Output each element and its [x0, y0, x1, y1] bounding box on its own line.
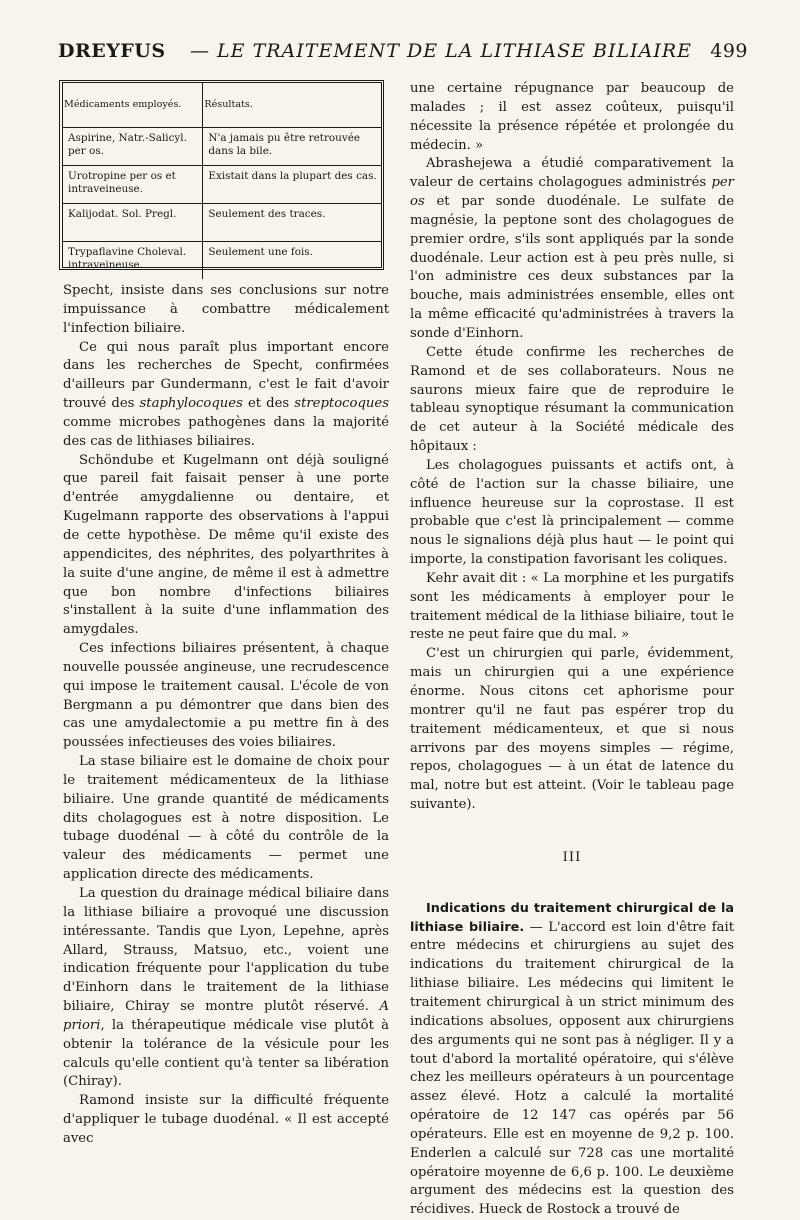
- paragraph: C'est un chirurgien qui parle, évidemment, mais un chirurgien qui a une expérience énorme. Nous citons cet aphorisme pour montrer qu'il ne faut pas espérer trop du traitement médicamenteux, et que si nous arrivons par des moyens simples — régime, repos, cholagogues — à un état de latence du mal, notre but est atteint. (Voir le tableau page suivante).: [410, 646, 734, 813]
- table-cell: Seulement une fois.: [208, 246, 313, 258]
- table-cell: Trypaflavine Choleval. intraveineuse.: [63, 242, 203, 280]
- table-row: [63, 204, 381, 242]
- section-number: III: [562, 849, 582, 865]
- table-col-header: Médicaments employés.: [63, 83, 203, 128]
- section-title: Indications du traitement chirurgical de la lithiase biliaire.: [410, 900, 734, 935]
- header-author: DREYFUS: [58, 40, 166, 62]
- table-cell: Kalijodat. Sol. Pregl.: [63, 204, 203, 242]
- paragraph: Schöndube et Kugelmann ont déjà souligné que pareil fait faisait penser à une porte d'entrée amygdalienne ou dentaire, et Kugelmann rapporte des observations à l'appui de cette hypothèse. De même qu'il existe des appendicites, des néphrites, des polyarthrites à la suite d'une angine, de même il est à admettre que bon nombre d'infections biliaires s'installent à la suite d'une inflammation des amygdales.: [63, 452, 389, 638]
- right-column: [410, 80, 734, 1220]
- paragraph: Indications du traitement chirurgical de la lithiase biliaire. — L'accord est loin d'être fait entre médecins et chirurgiens au sujet des indications du traitement chirurgical de la lithiase biliaire. Les médecins qui limitent le traitement chirurgical à un strict minimum des indications absolues, opposent aux chirurgiens des arguments qui ne sont pas à négliger. Il y a tout d'abord la mortalité opératoire, qui s'élève chez les meilleurs opérateurs à un pourcentage assez élevé. Hotz a calculé la mortalité opératoire de 12 147 cas opérés par 56 opérateurs. Elle est en moyenne de 9,2 p. 100. Enderlen a calculé sur 728 cas une mortalité opératoire moyenne de 6,6 p. 100. Le deuxième argument des médecins est la question des récidives. Hueck de Rostock a trouvé de: [410, 900, 734, 1218]
- table-cell: Urotropine per os et intraveineuse.: [63, 166, 203, 204]
- paragraph: Cette étude confirme les recherches de Ramond et de ses collaborateurs. Nous ne saurons mieux faire que de reproduire le tableau synoptique résumant la communication de cet auteur à la Société médicale des hôpitaux :: [410, 344, 734, 455]
- table-cell: Existait dans la plupart des cas.: [203, 166, 381, 204]
- paragraph: une certaine répugnance par beaucoup de malades ; il est assez coûteux, puisqu'il nécessite la présence répétée et prolongée du médecin. »: [410, 81, 734, 153]
- paragraph: Les cholagogues puissants et actifs ont, à côté de l'action sur la chasse biliaire, une influence heureuse sur la coprostase. Il est probable que c'est là principalement — comme nous le signalions déjà plus haut — le point qui importe, la constipation favorisant les coliques.: [410, 457, 734, 568]
- table-row: [63, 242, 381, 280]
- page-number: 499: [710, 40, 748, 62]
- paragraph: Ce qui nous paraît plus important encore dans les recherches de Specht, confirmées d'ailleurs par Gundermann, c'est le fait d'avoir trouvé des staphylocoques et des streptocoques comme microbes pathogènes dans la majorité des cas de lithiases biliaires.: [63, 339, 389, 449]
- table-row: [63, 166, 381, 204]
- paragraph: La stase biliaire est le domaine de choix pour le traitement médicamenteux de la lithiase biliaire. Une grande quantité de médicaments dits cholagogues est à notre disposition. Le tubage duodénal — à côté du contrôle de la valeur des médicaments — permet une application directe des médicaments.: [63, 754, 389, 883]
- table-cell: Seulement des traces.: [203, 204, 381, 242]
- header-title: — LE TRAITEMENT DE LA LITHIASE BILIAIRE: [190, 40, 693, 62]
- table-row: [63, 128, 381, 166]
- table-cell: Aspirine, Natr.-Salicyl. per os.: [63, 128, 203, 166]
- paragraph: La question du drainage médical biliaire dans la lithiase biliaire a provoqué une discussion intéressante. Tandis que Lyon, Lepehne, après Allard, Strauss, Matsuo, etc., voient une indication fréquente pour l'application du tube d'Einhorn dans le traitement de la lithiase biliaire, Chiray se montre plutôt réservé. A priori, la thérapeutique médicale vise plutôt à obtenir la tolérance de la vésicule pour les calculs qu'elle contient qu'à tenter sa libération (Chiray).: [63, 886, 389, 1090]
- paragraph: Abrashejewa a étudié comparativement la valeur de certains cholagogues administrés per os et par sonde duodénale. Le sulfate de magnésie, la peptone sont des cholagogues de premier ordre, s'ils sont appliqués par la sonde duodénale. Leur action est à peu près nulle, si l'on administre ces deux substances par la bouche, mais administrées ensemble, elles ont la même efficacité qu'administrées à travers la sonde d'Einhorn.: [410, 156, 734, 341]
- paragraph: Kehr avait dit : « La morphine et les purgatifs sont les médicaments à employer pour le traitement médical de la lithiase biliaire, tout le reste ne peut faire que du mal. »: [410, 570, 734, 643]
- paragraph: Specht, insiste dans ses conclusions sur notre impuissance à combattre médicalement l'infection biliaire.: [63, 283, 389, 336]
- left-column: [63, 80, 389, 1149]
- table-cell: N'a jamais pu être retrouvée dans la bile.: [203, 128, 381, 166]
- table-header-row: [63, 83, 381, 128]
- table-col-header: Résultats.: [203, 83, 381, 128]
- running-header: [58, 40, 748, 70]
- medications-table: [59, 80, 384, 270]
- paragraph: Ramond insiste sur la difficulté fréquente d'appliquer le tubage duodénal. « Il est accepté avec: [63, 1093, 389, 1146]
- paragraph: Ces infections biliaires présentent, à chaque nouvelle poussée angineuse, une recrudescence qui impose le traitement causal. L'école de von Bergmann a pu démontrer que dans bien des cas une amydalectomie a pu mettre fin à des poussées infectieuses des voies biliaires.: [63, 641, 389, 751]
